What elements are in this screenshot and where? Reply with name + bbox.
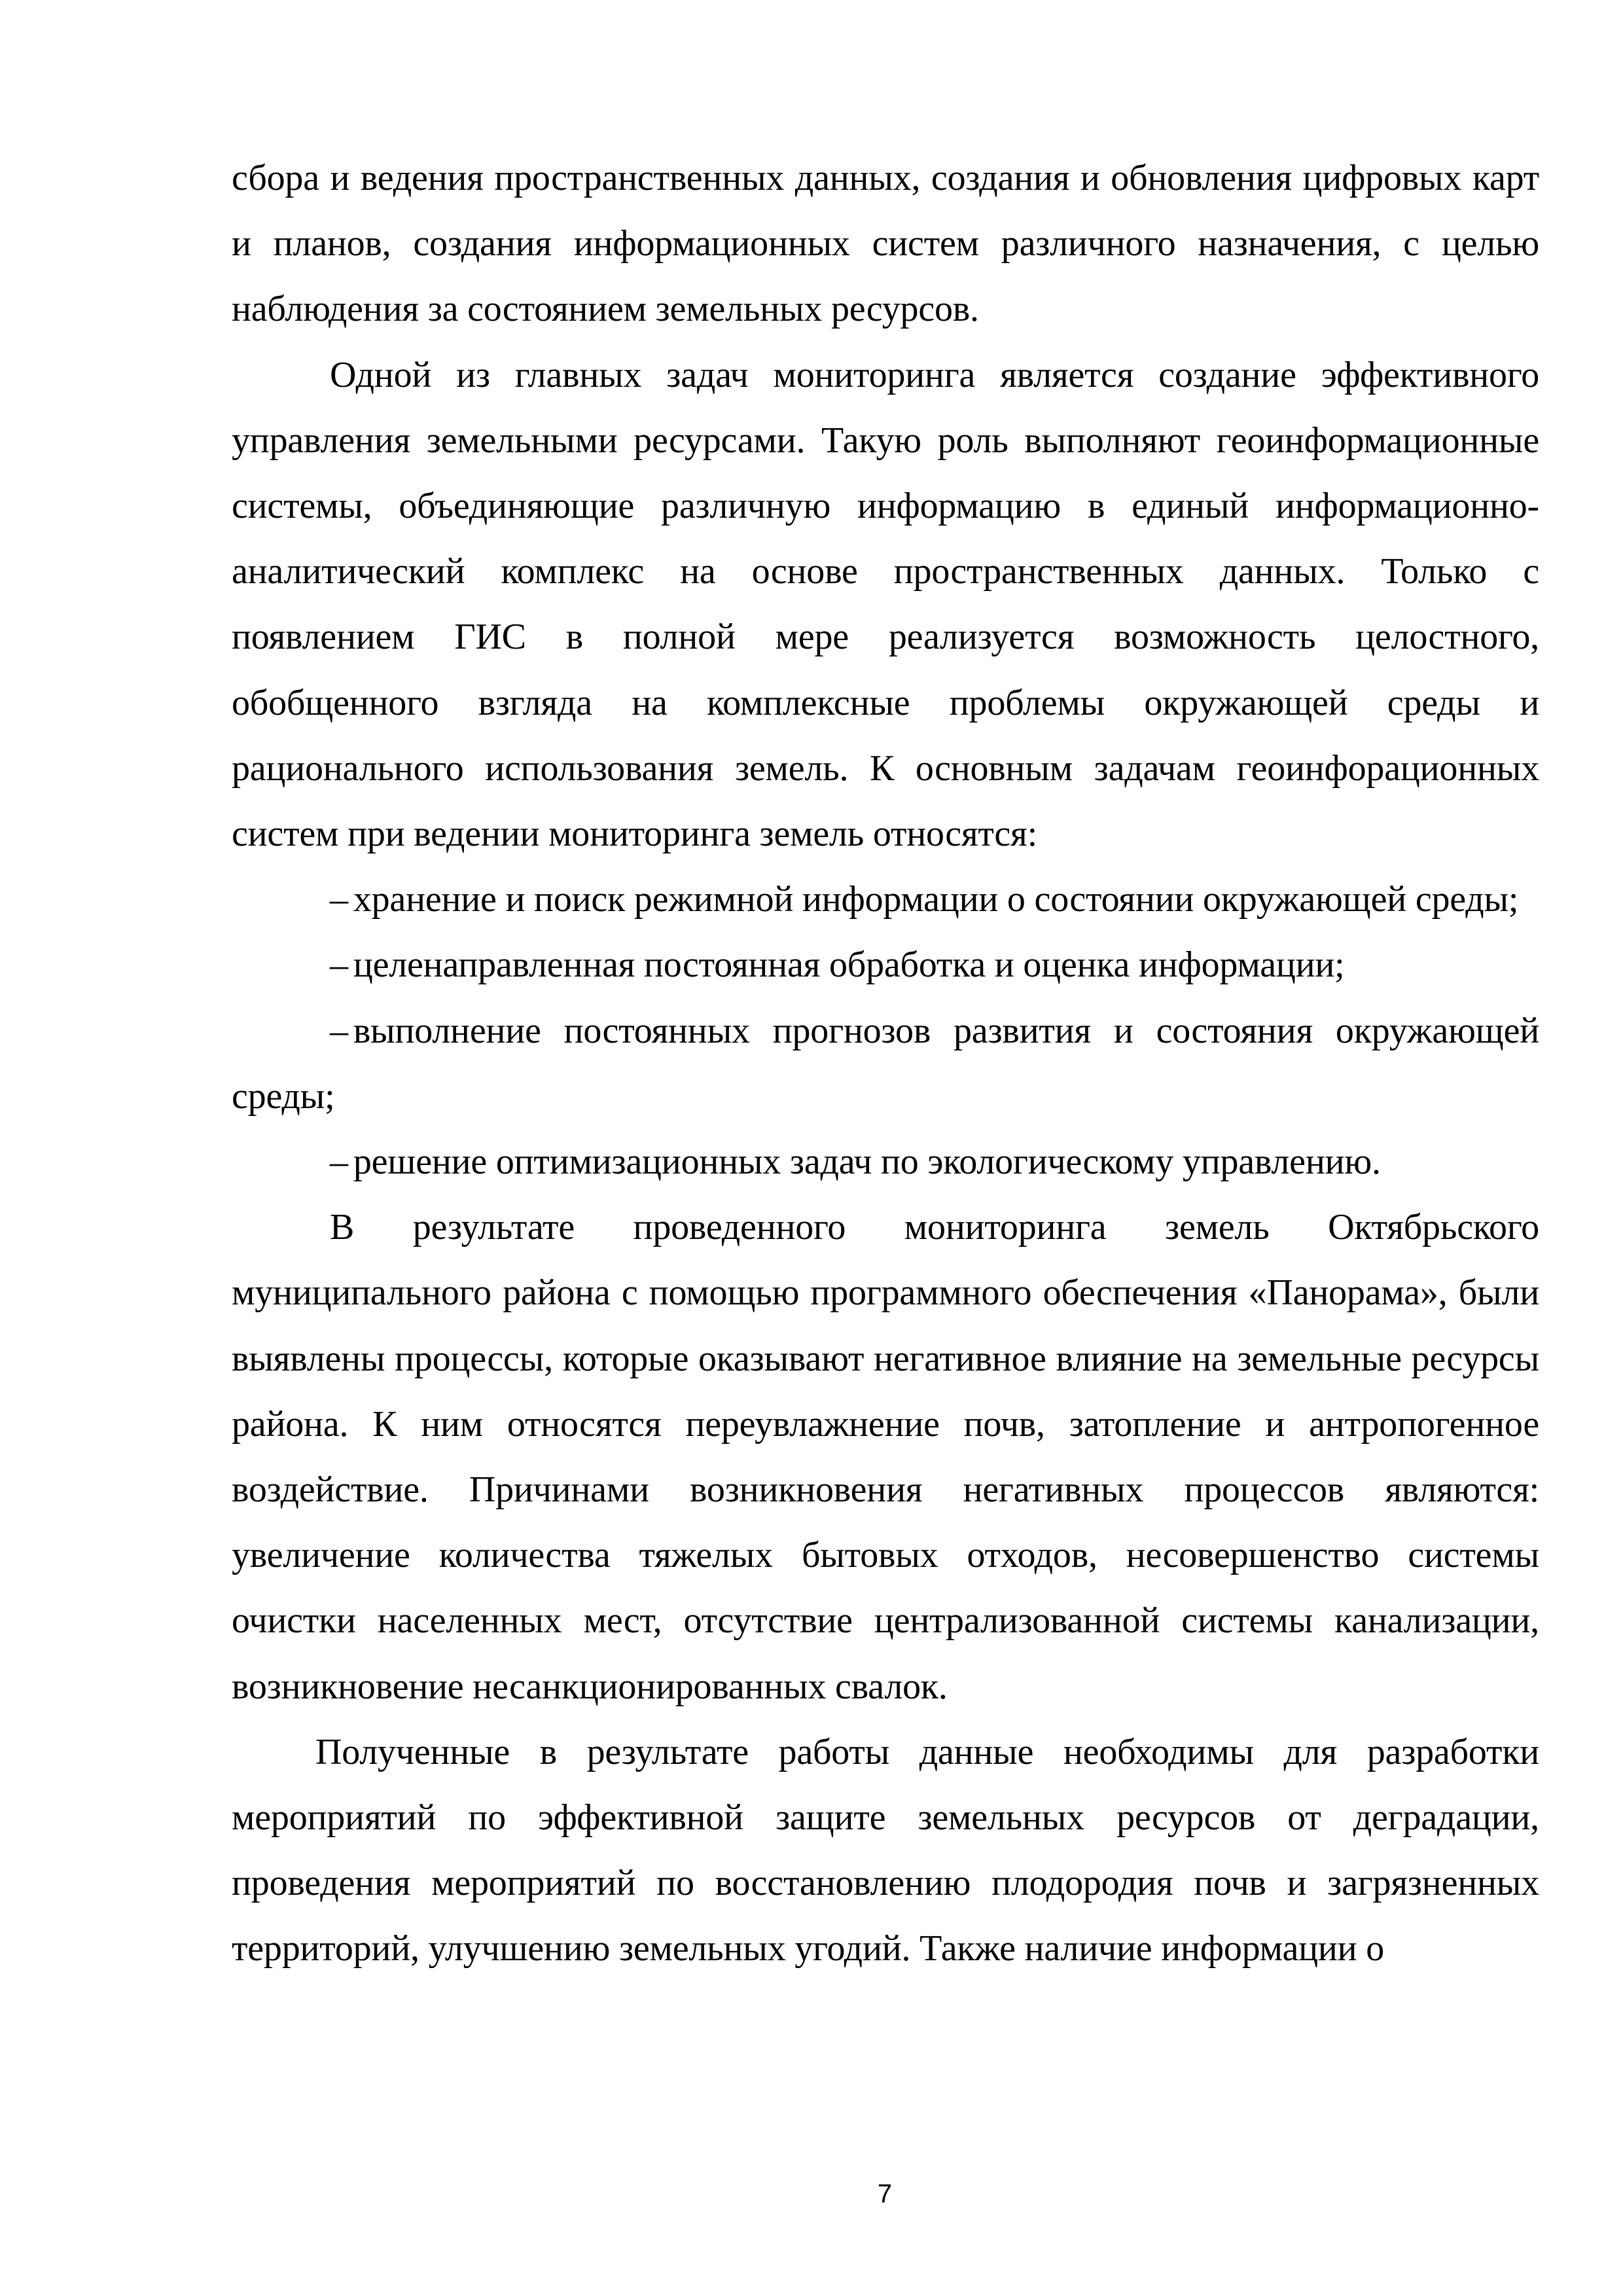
dash-bullet: – <box>330 1141 348 1183</box>
list-item <box>232 998 1539 1129</box>
body-text <box>232 145 1539 1982</box>
paragraph-monitoring-results: В результате проведенного мониторинга земель Октябрьского муниципального района с помощью программного обеспечения «Панорама», были выявлены процессы, которые оказывают негативное влияние на земельные ресурсы района. К ним относятся переувлажнение почв, затопление и антропогенное воздействие. Причинами возникновения негативных процессов являются: увеличение количества тяжелых бытовых отходов, несовершенство системы очистки населенных мест, отсутствие централизованной системы канализации, возникновение несанкционированных свалок. <box>232 1207 1539 1707</box>
list-item-text: хранение и поиск режимной информации о состоянии окружающей среды; <box>353 879 1519 920</box>
paragraph-obtained-data: Полученные в результате работы данные необходимы для разработки мероприятий по эффективной защите земельных ресурсов от деградации, проведения мероприятий по восстановлению плодородия почв и загрязненных территорий, улучшению земельных угодий. Также наличие информации о <box>232 1731 1539 1969</box>
list-item <box>232 867 1539 932</box>
list-item-text: целенаправленная постоянная обработка и оценка информации; <box>353 944 1345 986</box>
dash-bullet: – <box>330 879 348 920</box>
dash-bullet: – <box>330 944 348 986</box>
page-number: 7 <box>877 2179 893 2208</box>
paragraph-continuation: сбора и ведения пространственных данных, создания и обновления цифровых карт и планов, создания информационных систем различного назначения, с целью наблюдения за состоянием земельных ресурсов. <box>232 158 1539 330</box>
dash-bullet: – <box>330 1010 348 1051</box>
list-item <box>232 1129 1539 1194</box>
paragraph-gis-role: Одной из главных задач мониторинга является создание эффективного управления земельными ресурсами. Такую роль выполняют геоинформационные системы, объединяющие различную информацию в единый информационно-аналитический комплекс на основе пространственных данных. Только с появлением ГИС в полной мере реализуется возможность целостного, обобщенного взгляда на комплексные проблемы окружающей среды и рационального использования земель. К основным задачам геоинфорационных систем при ведении мониторинга земель относятся: <box>232 354 1539 855</box>
list-item-text: выполнение постоянных прогнозов развития и состояния окружающей среды; <box>232 1010 1539 1117</box>
list-item <box>232 932 1539 997</box>
list-item-text: решение оптимизационных задач по экологическому управлению. <box>353 1141 1381 1183</box>
